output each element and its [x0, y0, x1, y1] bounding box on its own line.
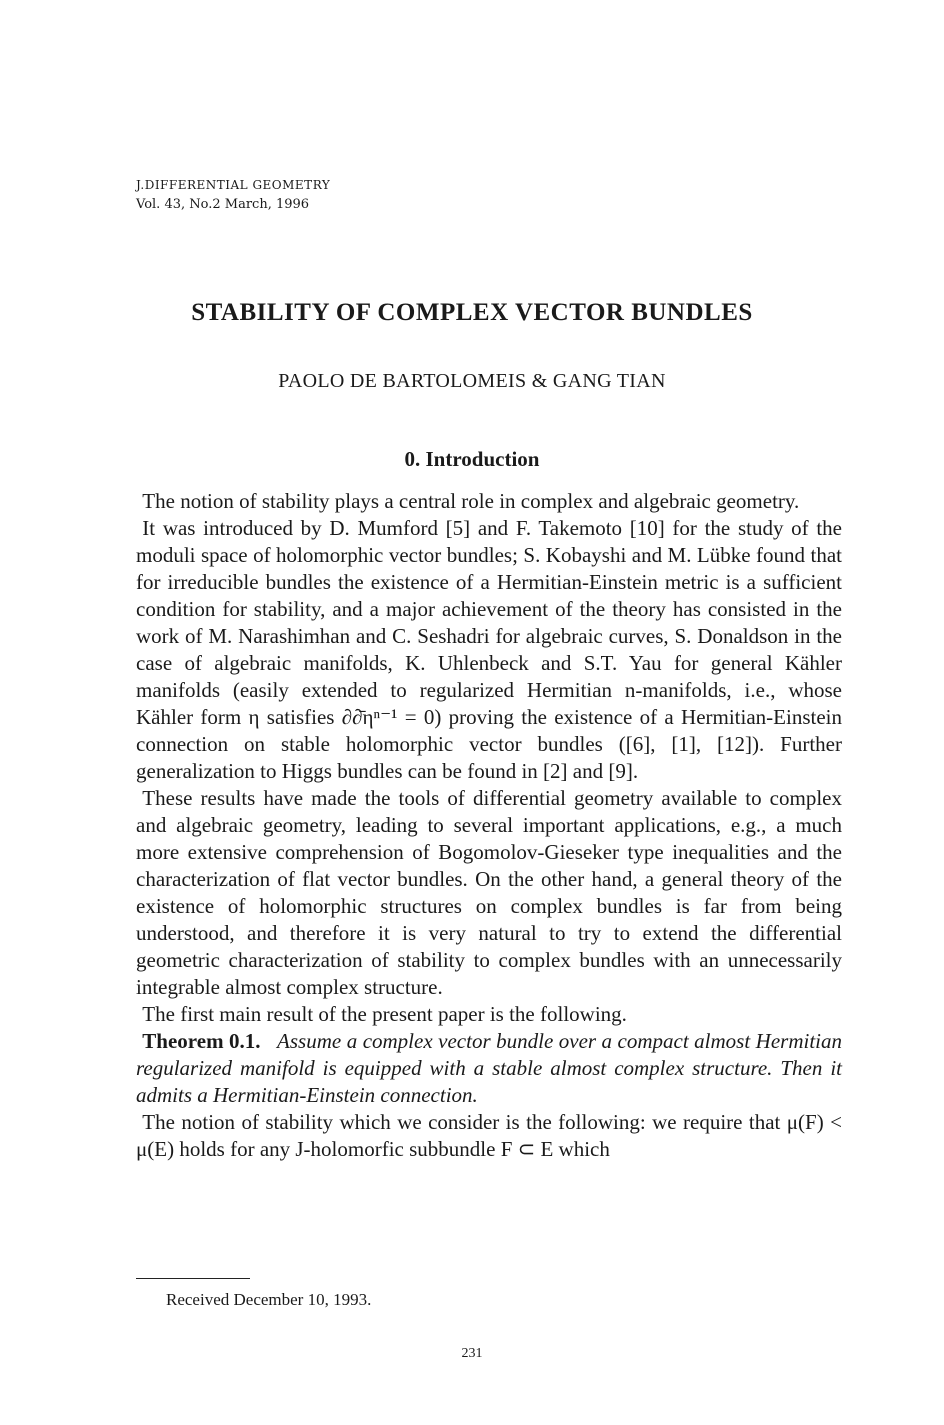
body-text	[136, 488, 842, 1163]
journal-name: J.DIFFERENTIAL GEOMETRY	[136, 178, 331, 192]
theorem	[136, 1028, 842, 1109]
theorem-label: Theorem 0.1.	[142, 1029, 261, 1053]
footnote-rule	[136, 1278, 250, 1279]
page-number: 231	[461, 1346, 483, 1361]
footnote: Received December 10, 1993.	[166, 1290, 372, 1309]
theorem-text: Assume a complex vector bundle over a compact almost Hermitian regularized manifold is equipped with a stable almost complex structure. Then it admits a Hermitian-Einstein connection.	[136, 1029, 843, 1107]
journal-header	[136, 175, 330, 215]
paragraph: These results have made the tools of differential geometry available to complex and algebraic geometry, leading to several important applications, e.g., a much more extensive comprehension of Bogomolov-Gieseker type inequalities and the characterization of flat vector bundles. On the other hand, a general theory of the existence of holomorphic structures on complex bundles is far from being understood, and therefore it is very natural to try to extend the differential geometric characterization of stability to complex bundles with an unnecessarily integrable almost complex structure.	[136, 786, 842, 999]
section-heading: 0. Introduction	[404, 447, 540, 471]
paper-authors: PAOLO DE BARTOLOMEIS & GANG TIAN	[278, 370, 666, 392]
journal-volume: Vol. 43, No.2 March, 1996	[136, 197, 310, 212]
paragraph: It was introduced by D. Mumford [5] and F. Takemoto [10] for the study of the moduli space of holomorphic vector bundles; S. Kobayshi and M. Lübke found that for irreducible bundles the existence of a Hermitian-Einstein metric is a sufficient condition for stability, and a major achievement of the theory has consisted in the work of M. Narashimhan and C. Seshadri for algebraic curves, S. Donaldson in the case of algebraic manifolds, K. Uhlenbeck and S.T. Yau for general Kähler manifolds (easily extended to regularized Hermitian n-manifolds, i.e., whose Kähler form η satisfies ∂∂̄ηⁿ⁻¹ = 0) proving the existence of a Hermitian-Einstein connection on stable holomorphic vector bundles ([6], [1], [12]). Further generalization to Higgs bundles can be found in [2] and [9].	[136, 516, 842, 783]
paragraph: The notion of stability which we consider is the following: we require that μ(F) < μ(E) holds for any J-holomorfic subbundle F ⊂ E which	[136, 1110, 842, 1161]
paper-title: STABILITY OF COMPLEX VECTOR BUNDLES	[191, 299, 753, 326]
paragraph: The notion of stability plays a central role in complex and algebraic geometry.	[142, 489, 800, 513]
paragraph: The first main result of the present paper is the following.	[142, 1002, 627, 1026]
